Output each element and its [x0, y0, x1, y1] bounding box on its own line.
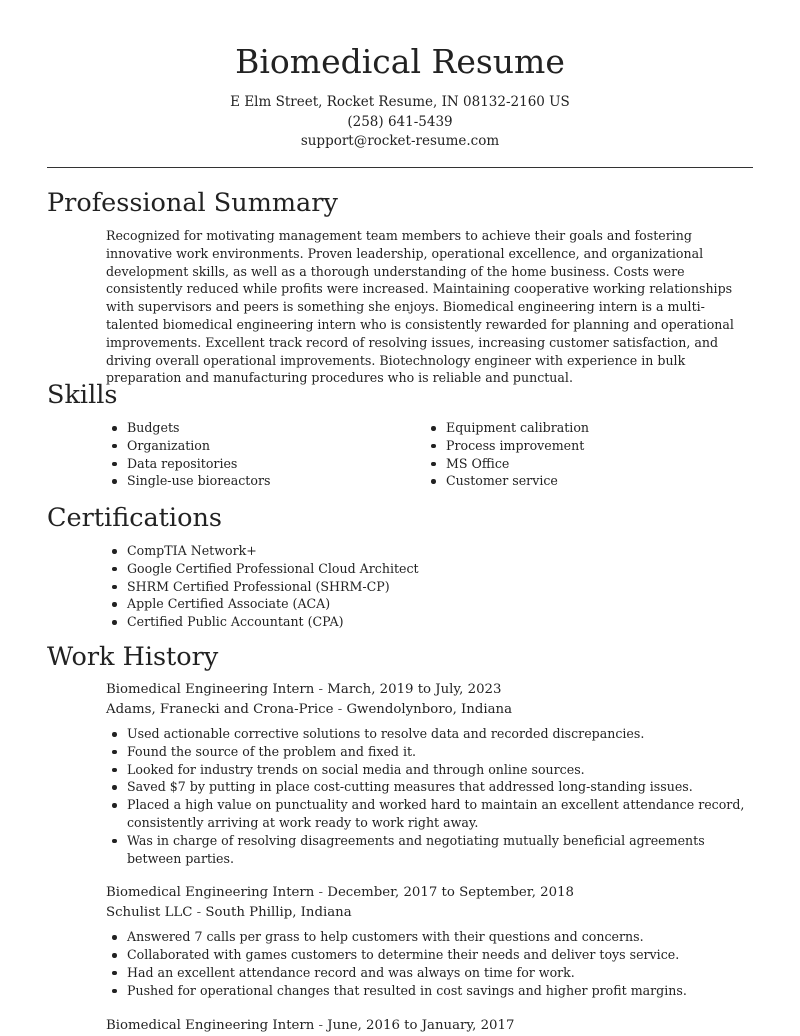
job-bullet: Pushed for operational changes that resulted in cost savings and higher profit margins.: [106, 982, 753, 1000]
job-title: Biomedical Engineering Intern: [106, 682, 315, 697]
job-company: Adams, Franecki and Crona-Price: [106, 702, 334, 717]
skills-list-left: [106, 419, 425, 490]
skills-section: [47, 379, 753, 490]
job-dates: December, 2017 to September, 2018: [327, 885, 574, 901]
certification-item: Certified Public Accountant (CPA): [106, 613, 753, 631]
certification-item: CompTIA Network+: [106, 542, 753, 560]
job-bullet: Was in charge of resolving disagreements and negotiating mutually beneficial agreements between parties.: [106, 832, 753, 868]
skill-item: Customer service: [425, 472, 744, 490]
skill-item: Organization: [106, 437, 425, 455]
job-bullet: Used actionable corrective solutions to resolve data and recorded discrepancies.: [106, 725, 753, 743]
job-location: South Phillip, Indiana: [205, 905, 352, 921]
job-bullet: Answered 7 calls per grass to help customers with their questions and concerns.: [106, 928, 753, 946]
job-company-line: [106, 700, 753, 720]
job-bullet: Saved $7 by putting in place cost-cutting measures that addressed long-standing issues.: [106, 778, 753, 796]
skill-item: Equipment calibration: [425, 419, 744, 437]
job-dates: March, 2019 to July, 2023: [327, 682, 502, 697]
skills-list-right: [425, 419, 744, 490]
job-title-line: [106, 680, 753, 700]
job-company: Schulist LLC: [106, 905, 193, 921]
job-title: Biomedical Engineering Intern: [106, 885, 315, 901]
certifications-list: [106, 542, 753, 631]
job-bullet: Looked for industry trends on social media and through online sources.: [106, 761, 753, 779]
skills-columns: [106, 419, 753, 490]
certification-item: SHRM Certified Professional (SHRM-CP): [106, 578, 753, 596]
contact-block: [47, 93, 753, 152]
job-separator: -: [314, 1017, 328, 1033]
job-separator: -: [192, 905, 206, 921]
contact-address: E Elm Street, Rocket Resume, IN 08132-2160 US: [230, 94, 570, 110]
job-dates: June, 2016 to January, 2017: [327, 1017, 515, 1033]
contact-phone: (258) 641-5439: [347, 113, 453, 130]
resume-name: Biomedical Resume: [235, 42, 565, 81]
skill-item: Data repositories: [106, 455, 425, 473]
job-separator: -: [333, 702, 347, 717]
skills-title: Skills: [47, 380, 118, 410]
summary-text: Recognized for motivating management team members to achieve their goals and fostering innovative work environments. Proven leadership, operational excellence, and organizational development skills, as well as a thorough understanding of the home business. Costs were consistently reduced while profits were increased. Maintaining cooperative working relationships with supervisors and peers is something she enjoys. Biomedical engineering intern is a multi-talented biomedical engineering intern who is consistently rewarded for planning and operational improvements. Excellent track record of resolving issues, increasing customer satisfaction, and driving overall operational improvements. Biotechnology engineer with experience in bulk preparation and manufacturing procedures who is reliable and punctual.: [106, 228, 734, 386]
job-entry: [106, 1016, 753, 1036]
work-title: Work History: [47, 642, 219, 672]
job-bullets: [106, 725, 753, 867]
job-bullets: [106, 928, 753, 999]
job-company-line: [106, 903, 753, 923]
job-bullet: Placed a high value on punctuality and worked hard to maintain an excellent attendance record, consistently arriving at work ready to work right away.: [106, 796, 753, 832]
job-entry: [106, 680, 753, 867]
certifications-title: Certifications: [47, 503, 222, 533]
skill-item: Budgets: [106, 419, 425, 437]
certifications-section: [47, 502, 753, 631]
job-title-line: [106, 1016, 753, 1036]
certification-item: Google Certified Professional Cloud Architect: [106, 560, 753, 578]
contact-email: support@rocket-resume.com: [300, 133, 500, 149]
summary-section: [47, 187, 753, 387]
summary-title: Professional Summary: [47, 188, 338, 218]
job-separator: -: [314, 885, 328, 901]
job-bullet: Found the source of the problem and fixed it.: [106, 743, 753, 761]
job-bullet: Collaborated with games customers to determine their needs and deliver toys service.: [106, 946, 753, 964]
skill-item: MS Office: [425, 455, 744, 473]
job-bullet: Had an excellent attendance record and was always on time for work.: [106, 964, 753, 982]
skill-item: Process improvement: [425, 437, 744, 455]
job-entry: [106, 883, 753, 999]
job-separator: -: [314, 682, 328, 697]
job-title: Biomedical Engineering Intern: [106, 1017, 315, 1033]
work-section: [47, 641, 753, 1036]
skill-item: Single-use bioreactors: [106, 472, 425, 490]
job-title-line: [106, 883, 753, 903]
header-divider: [47, 167, 753, 168]
certification-item: Apple Certified Associate (ACA): [106, 595, 753, 613]
job-location: Gwendolynboro, Indiana: [346, 702, 513, 717]
